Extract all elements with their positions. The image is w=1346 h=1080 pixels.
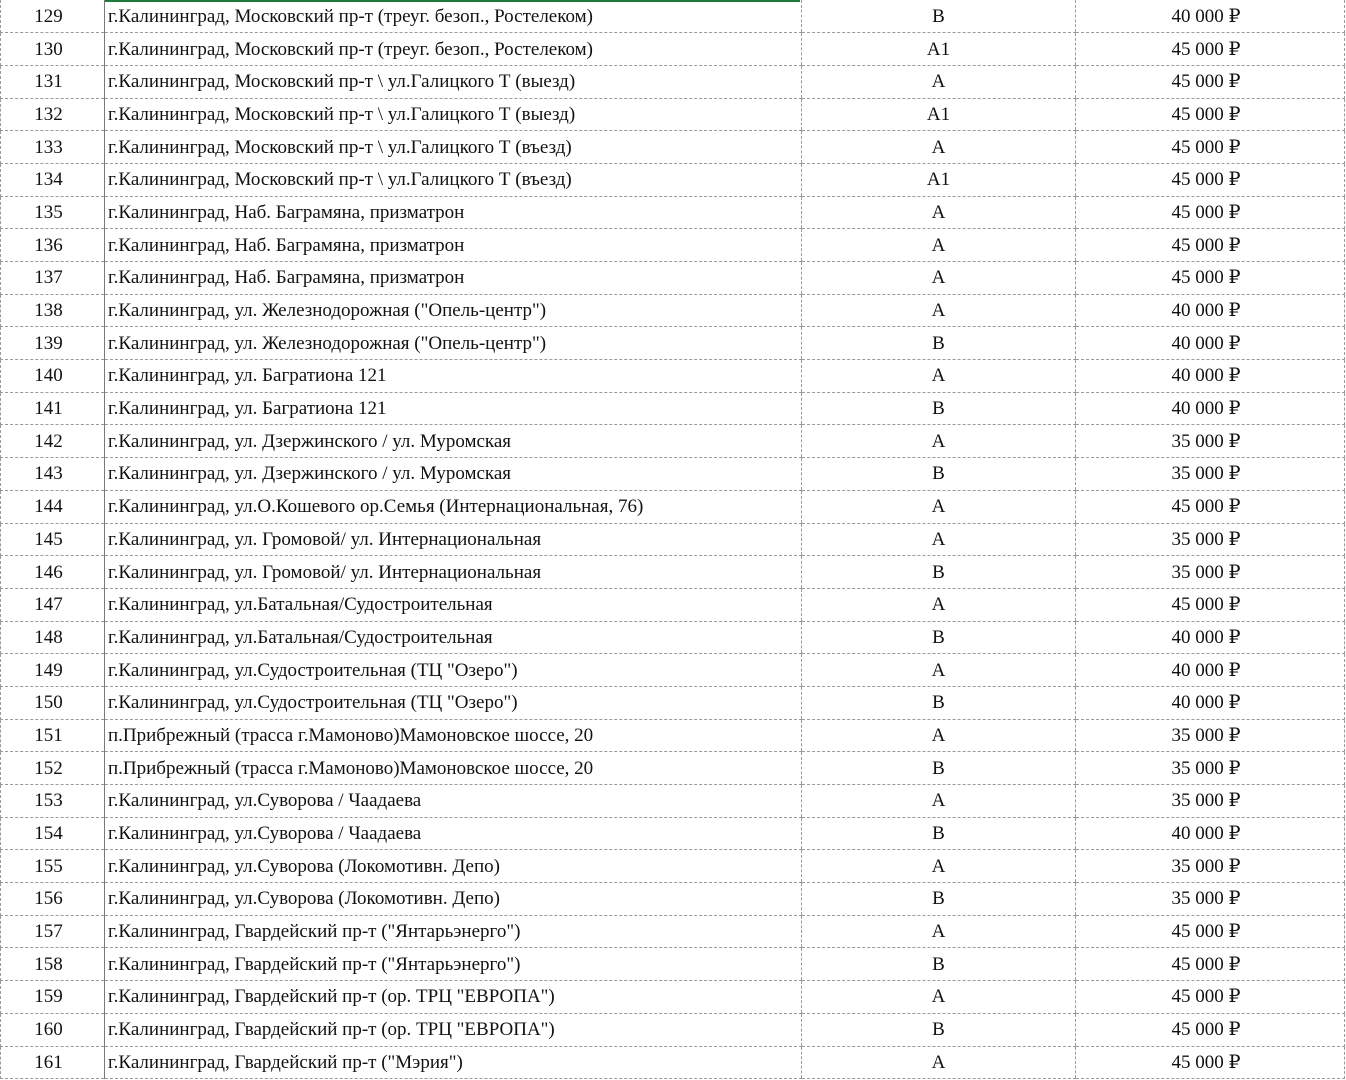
row-number-cell[interactable]: 155 bbox=[1, 850, 105, 883]
address-cell[interactable]: г.Калининград, Московский пр-т \ ул.Галицкого Т (выезд) bbox=[105, 65, 802, 98]
side-cell[interactable]: B bbox=[802, 458, 1076, 491]
row-number-cell[interactable]: 150 bbox=[1, 686, 105, 719]
table-row bbox=[1, 785, 1345, 818]
table-row bbox=[1, 1013, 1345, 1046]
address-cell[interactable]: г.Калининград, ул. Громовой/ ул. Интернациональная bbox=[105, 556, 802, 589]
row-number-cell[interactable]: 144 bbox=[1, 490, 105, 523]
price-cell[interactable]: 40 000 ₽ bbox=[1076, 392, 1345, 425]
table-row bbox=[1, 229, 1345, 262]
row-number-cell[interactable]: 137 bbox=[1, 262, 105, 295]
table-row bbox=[1, 850, 1345, 883]
table-row bbox=[1, 65, 1345, 98]
side-cell[interactable]: A bbox=[802, 360, 1076, 393]
price-cell[interactable]: 40 000 ₽ bbox=[1076, 360, 1345, 393]
price-cell[interactable]: 45 000 ₽ bbox=[1076, 490, 1345, 523]
table-row bbox=[1, 948, 1345, 981]
row-number-cell[interactable]: 140 bbox=[1, 360, 105, 393]
price-cell[interactable]: 35 000 ₽ bbox=[1076, 556, 1345, 589]
side-cell[interactable]: B bbox=[802, 327, 1076, 360]
table-row bbox=[1, 392, 1345, 425]
side-cell[interactable]: B bbox=[802, 686, 1076, 719]
address-cell[interactable]: г.Калининград, Наб. Баграмяна, призматрон bbox=[105, 196, 802, 229]
address-cell[interactable]: г.Калининград, Гвардейский пр-т ("Янтарьэнерго") bbox=[105, 915, 802, 948]
side-cell[interactable]: A bbox=[802, 588, 1076, 621]
address-cell[interactable]: п.Прибрежный (трасса г.Мамоново)Мамоновское шоссе, 20 bbox=[105, 752, 802, 785]
price-cell[interactable]: 45 000 ₽ bbox=[1076, 65, 1345, 98]
side-cell[interactable]: A bbox=[802, 523, 1076, 556]
price-cell[interactable]: 35 000 ₽ bbox=[1076, 523, 1345, 556]
side-cell[interactable]: A bbox=[802, 915, 1076, 948]
price-cell[interactable]: 40 000 ₽ bbox=[1076, 0, 1345, 33]
address-cell[interactable]: г.Калининград, ул.Суворова (Локомотивн. Депо) bbox=[105, 850, 802, 883]
price-cell[interactable]: 45 000 ₽ bbox=[1076, 981, 1345, 1014]
side-cell[interactable]: A bbox=[802, 1046, 1076, 1079]
row-number-cell[interactable]: 142 bbox=[1, 425, 105, 458]
side-cell[interactable]: A bbox=[802, 65, 1076, 98]
price-cell[interactable]: 40 000 ₽ bbox=[1076, 654, 1345, 687]
row-number-cell[interactable]: 129 bbox=[1, 0, 105, 33]
table-row bbox=[1, 163, 1345, 196]
row-number-cell[interactable]: 159 bbox=[1, 981, 105, 1014]
table-row bbox=[1, 752, 1345, 785]
price-cell[interactable]: 40 000 ₽ bbox=[1076, 621, 1345, 654]
side-cell[interactable]: B bbox=[802, 817, 1076, 850]
table-row bbox=[1, 588, 1345, 621]
address-cell[interactable]: г.Калининград, ул.Суворова / Чаадаева bbox=[105, 817, 802, 850]
row-number-cell[interactable]: 135 bbox=[1, 196, 105, 229]
side-cell[interactable]: B bbox=[802, 621, 1076, 654]
address-cell[interactable]: г.Калининград, Московский пр-т \ ул.Галицкого Т (выезд) bbox=[105, 98, 802, 131]
row-number-cell[interactable]: 152 bbox=[1, 752, 105, 785]
row-number-cell[interactable]: 160 bbox=[1, 1013, 105, 1046]
price-cell[interactable]: 40 000 ₽ bbox=[1076, 294, 1345, 327]
table-row bbox=[1, 621, 1345, 654]
address-cell[interactable]: г.Калининград, ул.Суворова (Локомотивн. Депо) bbox=[105, 883, 802, 916]
side-cell[interactable]: A bbox=[802, 981, 1076, 1014]
price-cell[interactable]: 45 000 ₽ bbox=[1076, 98, 1345, 131]
address-cell[interactable]: г.Калининград, ул. Багратиона 121 bbox=[105, 392, 802, 425]
address-cell[interactable]: г.Калининград, ул.Батальная/Судостроительная bbox=[105, 588, 802, 621]
side-cell[interactable]: B bbox=[802, 948, 1076, 981]
row-number-cell[interactable]: 149 bbox=[1, 654, 105, 687]
side-cell[interactable]: B bbox=[802, 1013, 1076, 1046]
row-number-cell[interactable]: 157 bbox=[1, 915, 105, 948]
price-cell[interactable]: 45 000 ₽ bbox=[1076, 1046, 1345, 1079]
table-row bbox=[1, 131, 1345, 164]
address-cell[interactable]: г.Калининград, Московский пр-т \ ул.Галицкого Т (въезд) bbox=[105, 163, 802, 196]
address-cell[interactable]: г.Калининград, Наб. Баграмяна, призматрон bbox=[105, 229, 802, 262]
row-number-cell[interactable]: 138 bbox=[1, 294, 105, 327]
table-row bbox=[1, 262, 1345, 295]
price-cell[interactable]: 45 000 ₽ bbox=[1076, 1013, 1345, 1046]
price-cell[interactable]: 35 000 ₽ bbox=[1076, 458, 1345, 491]
address-cell[interactable]: г.Калининград, ул. Багратиона 121 bbox=[105, 360, 802, 393]
price-cell[interactable]: 45 000 ₽ bbox=[1076, 163, 1345, 196]
price-cell[interactable]: 45 000 ₽ bbox=[1076, 196, 1345, 229]
price-cell[interactable]: 45 000 ₽ bbox=[1076, 33, 1345, 66]
side-cell[interactable]: A bbox=[802, 294, 1076, 327]
side-cell[interactable]: B bbox=[802, 883, 1076, 916]
price-cell[interactable]: 45 000 ₽ bbox=[1076, 915, 1345, 948]
row-number-cell[interactable]: 154 bbox=[1, 817, 105, 850]
price-cell[interactable]: 45 000 ₽ bbox=[1076, 588, 1345, 621]
side-cell[interactable]: A bbox=[802, 425, 1076, 458]
table-row bbox=[1, 196, 1345, 229]
row-number-cell[interactable]: 134 bbox=[1, 163, 105, 196]
address-cell[interactable]: г.Калининград, Гвардейский пр-т ("Мэрия") bbox=[105, 1046, 802, 1079]
row-number-cell[interactable]: 143 bbox=[1, 458, 105, 491]
row-number-cell[interactable]: 151 bbox=[1, 719, 105, 752]
side-cell[interactable]: B bbox=[802, 392, 1076, 425]
price-cell[interactable]: 35 000 ₽ bbox=[1076, 850, 1345, 883]
price-cell[interactable]: 45 000 ₽ bbox=[1076, 262, 1345, 295]
table-row bbox=[1, 294, 1345, 327]
address-cell[interactable]: г.Калининград, ул. Дзержинского / ул. Муромская bbox=[105, 458, 802, 491]
price-cell[interactable]: 40 000 ₽ bbox=[1076, 327, 1345, 360]
price-cell[interactable]: 45 000 ₽ bbox=[1076, 948, 1345, 981]
row-number-cell[interactable]: 161 bbox=[1, 1046, 105, 1079]
table-row bbox=[1, 33, 1345, 66]
price-cell[interactable]: 40 000 ₽ bbox=[1076, 686, 1345, 719]
row-number-cell[interactable]: 139 bbox=[1, 327, 105, 360]
address-cell[interactable]: п.Прибрежный (трасса г.Мамоново)Мамоновское шоссе, 20 bbox=[105, 719, 802, 752]
table-row bbox=[1, 523, 1345, 556]
address-cell[interactable]: г.Калининград, ул.Батальная/Судостроительная bbox=[105, 621, 802, 654]
table-row bbox=[1, 425, 1345, 458]
table-row bbox=[1, 360, 1345, 393]
address-cell[interactable]: г.Калининград, Гвардейский пр-т ("Янтарьэнерго") bbox=[105, 948, 802, 981]
table-row bbox=[1, 0, 1345, 33]
row-number-cell[interactable]: 156 bbox=[1, 883, 105, 916]
table-row bbox=[1, 556, 1345, 589]
row-number-cell[interactable]: 136 bbox=[1, 229, 105, 262]
table-row bbox=[1, 883, 1345, 916]
price-cell[interactable]: 35 000 ₽ bbox=[1076, 425, 1345, 458]
price-cell[interactable]: 35 000 ₽ bbox=[1076, 719, 1345, 752]
side-cell[interactable]: A bbox=[802, 229, 1076, 262]
table-row bbox=[1, 654, 1345, 687]
row-number-cell[interactable]: 133 bbox=[1, 131, 105, 164]
address-cell[interactable]: г.Калининград, ул. Громовой/ ул. Интернациональная bbox=[105, 523, 802, 556]
side-cell[interactable]: A bbox=[802, 785, 1076, 818]
address-cell[interactable]: г.Калининград, ул.Судостроительная (ТЦ "Озеро") bbox=[105, 654, 802, 687]
table-row bbox=[1, 981, 1345, 1014]
address-cell[interactable]: г.Калининград, Гвардейский пр-т (ор. ТРЦ "ЕВРОПА") bbox=[105, 1013, 802, 1046]
table-row bbox=[1, 98, 1345, 131]
row-number-cell[interactable]: 148 bbox=[1, 621, 105, 654]
price-cell[interactable]: 45 000 ₽ bbox=[1076, 131, 1345, 164]
side-cell[interactable]: B bbox=[802, 0, 1076, 33]
price-cell[interactable]: 35 000 ₽ bbox=[1076, 883, 1345, 916]
row-number-cell[interactable]: 153 bbox=[1, 785, 105, 818]
price-cell[interactable]: 40 000 ₽ bbox=[1076, 817, 1345, 850]
side-cell[interactable]: A bbox=[802, 262, 1076, 295]
price-cell[interactable]: 45 000 ₽ bbox=[1076, 229, 1345, 262]
row-number-cell[interactable]: 132 bbox=[1, 98, 105, 131]
row-number-cell[interactable]: 146 bbox=[1, 556, 105, 589]
row-number-cell[interactable]: 141 bbox=[1, 392, 105, 425]
table-row bbox=[1, 915, 1345, 948]
side-cell[interactable]: A1 bbox=[802, 98, 1076, 131]
price-cell[interactable]: 35 000 ₽ bbox=[1076, 752, 1345, 785]
address-cell[interactable]: г.Калининград, Гвардейский пр-т (ор. ТРЦ "ЕВРОПА") bbox=[105, 981, 802, 1014]
table-body bbox=[1, 0, 1345, 1079]
row-number-cell[interactable]: 130 bbox=[1, 33, 105, 66]
address-cell[interactable]: г.Калининград, ул.Суворова / Чаадаева bbox=[105, 785, 802, 818]
table-row bbox=[1, 719, 1345, 752]
table-row bbox=[1, 490, 1345, 523]
side-cell[interactable]: A bbox=[802, 850, 1076, 883]
address-cell[interactable]: г.Калининград, Московский пр-т (треуг. безоп., Ростелеком) bbox=[105, 0, 802, 33]
side-cell[interactable]: A1 bbox=[802, 33, 1076, 66]
price-cell[interactable]: 35 000 ₽ bbox=[1076, 785, 1345, 818]
address-cell[interactable]: г.Калининград, ул.Судостроительная (ТЦ "Озеро") bbox=[105, 686, 802, 719]
address-cell[interactable]: г.Калининград, ул.О.Кошевого ор.Семья (Интернациональная, 76) bbox=[105, 490, 802, 523]
side-cell[interactable]: A bbox=[802, 196, 1076, 229]
side-cell[interactable]: A bbox=[802, 719, 1076, 752]
table-row bbox=[1, 817, 1345, 850]
row-number-cell[interactable]: 147 bbox=[1, 588, 105, 621]
side-cell[interactable]: A bbox=[802, 654, 1076, 687]
table-row bbox=[1, 1046, 1345, 1079]
address-cell[interactable]: г.Калининград, Московский пр-т (треуг. безоп., Ростелеком) bbox=[105, 33, 802, 66]
selected-cell-indicator bbox=[105, 0, 800, 2]
table-row bbox=[1, 458, 1345, 491]
row-number-cell[interactable]: 131 bbox=[1, 65, 105, 98]
table-row bbox=[1, 686, 1345, 719]
side-cell[interactable]: A bbox=[802, 490, 1076, 523]
address-cell[interactable]: г.Калининград, Наб. Баграмяна, призматрон bbox=[105, 262, 802, 295]
table-row bbox=[1, 327, 1345, 360]
side-cell[interactable]: A bbox=[802, 131, 1076, 164]
row-number-cell[interactable]: 145 bbox=[1, 523, 105, 556]
side-cell[interactable]: A1 bbox=[802, 163, 1076, 196]
side-cell[interactable]: B bbox=[802, 556, 1076, 589]
address-cell[interactable]: г.Калининград, ул. Дзержинского / ул. Муромская bbox=[105, 425, 802, 458]
address-cell[interactable]: г.Калининград, ул. Железнодорожная ("Опель-центр") bbox=[105, 327, 802, 360]
address-cell[interactable]: г.Калининград, Московский пр-т \ ул.Галицкого Т (въезд) bbox=[105, 131, 802, 164]
row-number-cell[interactable]: 158 bbox=[1, 948, 105, 981]
address-cell[interactable]: г.Калининград, ул. Железнодорожная ("Опель-центр") bbox=[105, 294, 802, 327]
side-cell[interactable]: B bbox=[802, 752, 1076, 785]
